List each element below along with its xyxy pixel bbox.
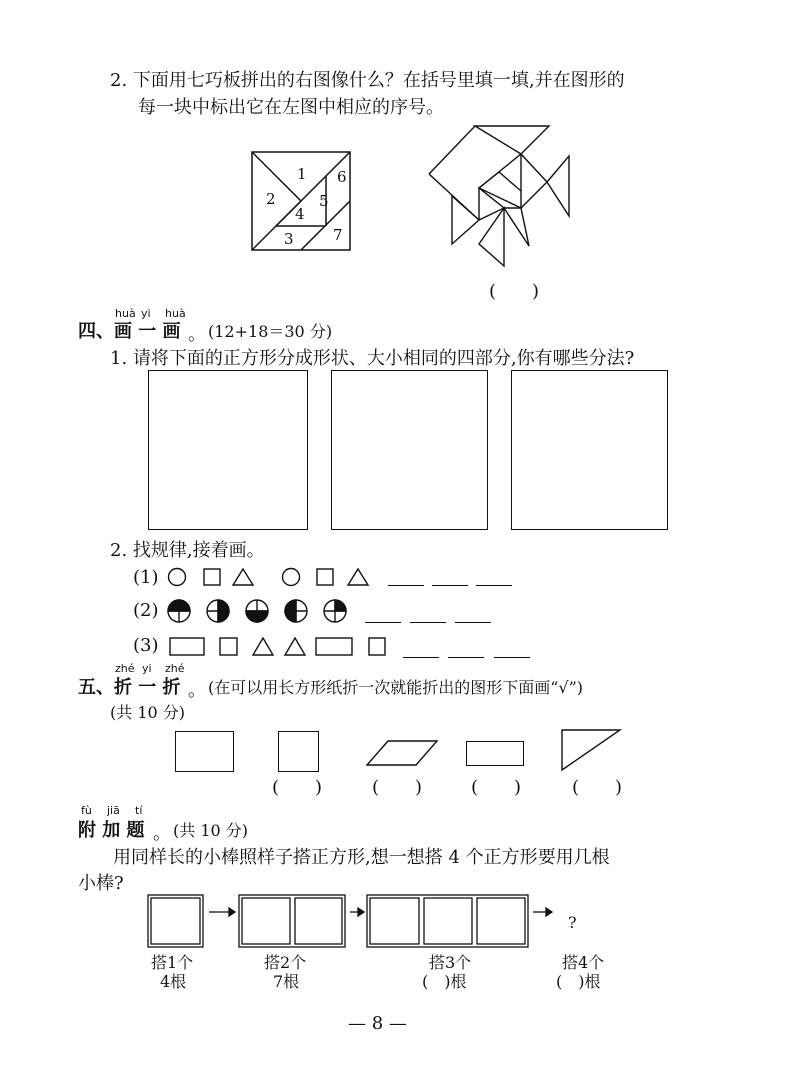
rectangle-shape bbox=[170, 638, 204, 655]
pattern-row3-shapes bbox=[168, 635, 393, 657]
pinyin-jia: jiā bbox=[107, 804, 120, 817]
square-shape bbox=[220, 638, 237, 655]
caption-3-bottom[interactable]: ( )根 bbox=[422, 972, 467, 991]
square-shape bbox=[317, 569, 333, 585]
section-4-heading: 四、画 一 画 bbox=[78, 321, 181, 342]
pinyin-fu: fù bbox=[81, 804, 92, 817]
triangle-shape bbox=[348, 569, 368, 585]
tangram-fish-figure bbox=[429, 126, 569, 271]
square-shape bbox=[204, 569, 220, 585]
quarter-circle-shape bbox=[324, 600, 346, 622]
draw-square-1[interactable] bbox=[148, 370, 308, 530]
fold-shape-rectangle bbox=[175, 731, 234, 772]
circle-shape bbox=[169, 569, 186, 586]
pattern-row2-shapes bbox=[167, 599, 357, 623]
fold-shape-square bbox=[278, 731, 319, 772]
tangram-label-1: 1 bbox=[297, 165, 307, 183]
pinyin-hua-1: huà bbox=[115, 307, 136, 320]
pinyin-hua-2: huà bbox=[165, 307, 186, 320]
pinyin-ti: tí bbox=[135, 804, 143, 817]
tangram-label-6: 6 bbox=[337, 168, 347, 186]
rectangle-shape bbox=[316, 638, 352, 655]
section-5-instruction: (在可以用长方形纸折一次就能折出的图形下面画“√”) bbox=[208, 678, 584, 697]
pattern-row1-shapes bbox=[167, 566, 387, 588]
answer-blank[interactable] bbox=[448, 657, 484, 658]
answer-blank[interactable] bbox=[432, 585, 468, 586]
fold-shape-small-rectangle bbox=[466, 741, 524, 766]
draw-square-2[interactable] bbox=[331, 370, 488, 530]
tangram-label-7: 7 bbox=[333, 226, 343, 244]
section-5-score: (共 10 分) bbox=[110, 703, 186, 722]
fold-shape-right-triangle bbox=[561, 729, 621, 771]
extra-dot: 。 bbox=[153, 823, 171, 844]
square-shape bbox=[369, 638, 385, 655]
tangram-label-4: 4 bbox=[295, 205, 305, 223]
fish-answer-paren[interactable]: ( ) bbox=[489, 281, 540, 302]
tangram-square bbox=[251, 151, 351, 251]
answer-blank[interactable] bbox=[388, 585, 424, 586]
caption-1-bottom: 4根 bbox=[160, 972, 187, 991]
four-squares-question-mark: ? bbox=[568, 913, 577, 932]
pinyin-zhe-1: zhé bbox=[115, 662, 135, 675]
quarter-circle-shape bbox=[246, 600, 268, 622]
fold-answer-paren-1[interactable]: ( ) bbox=[272, 777, 323, 798]
tangram-label-5: 5 bbox=[319, 192, 329, 210]
quarter-circle-shape bbox=[168, 600, 190, 622]
caption-1-top: 搭1个 bbox=[151, 953, 194, 972]
pattern-row2-label: (2) bbox=[133, 600, 159, 621]
caption-4-bottom[interactable]: ( )根 bbox=[556, 972, 601, 991]
answer-blank[interactable] bbox=[476, 585, 512, 586]
answer-blank[interactable] bbox=[410, 622, 446, 623]
extra-score: (共 10 分) bbox=[173, 821, 249, 840]
caption-2-top: 搭2个 bbox=[264, 953, 307, 972]
quarter-circle-shape bbox=[285, 600, 307, 622]
section-4-score: (12+18＝30 分) bbox=[208, 322, 333, 341]
matchstick-squares-figure bbox=[143, 890, 623, 952]
caption-3-top: 搭3个 bbox=[429, 953, 472, 972]
caption-2-bottom: 7根 bbox=[273, 972, 300, 991]
section-4-dot: 。 bbox=[188, 324, 206, 345]
q2-line2: 每一块中标出它在左图中相应的序号。 bbox=[138, 97, 444, 118]
answer-blank[interactable] bbox=[365, 622, 401, 623]
draw-square-3[interactable] bbox=[511, 370, 668, 530]
q2-line1: 2. 下面用七巧板拼出的右图像什么？在括号里填一填,并在图形的 bbox=[110, 70, 625, 91]
triangle-shape bbox=[285, 638, 305, 655]
section-5-heading: 五、折 一 折 bbox=[78, 677, 181, 698]
fold-answer-paren-4[interactable]: ( ) bbox=[572, 777, 623, 798]
tangram-label-2: 2 bbox=[266, 190, 276, 208]
caption-4-top: 搭4个 bbox=[562, 953, 605, 972]
answer-blank[interactable] bbox=[403, 657, 439, 658]
triangle-shape bbox=[253, 638, 273, 655]
answer-blank[interactable] bbox=[455, 622, 491, 623]
s4-q1-text: 1. 请将下面的正方形分成形状、大小相同的四部分,你有哪些分法? bbox=[110, 348, 635, 369]
section-5-dot: 。 bbox=[188, 680, 206, 701]
tangram-label-3: 3 bbox=[284, 230, 294, 248]
triangle-shape bbox=[233, 569, 253, 585]
s4-q2-text: 2. 找规律,接着画。 bbox=[110, 540, 265, 561]
pattern-row3-label: (3) bbox=[133, 635, 159, 656]
pinyin-yi: yi bbox=[142, 662, 152, 675]
extra-line1: 用同样长的小棒照样子搭正方形,想一想搭 4 个正方形要用几根 bbox=[113, 847, 610, 868]
quarter-circle-shape bbox=[207, 600, 229, 622]
answer-blank[interactable] bbox=[494, 657, 530, 658]
fold-answer-paren-2[interactable]: ( ) bbox=[372, 777, 423, 798]
fold-shape-parallelogram bbox=[366, 740, 438, 766]
circle-shape bbox=[283, 569, 300, 586]
pattern-row1-label: (1) bbox=[133, 567, 159, 588]
pinyin-yi: yi bbox=[141, 307, 151, 320]
page-number: — 8 — bbox=[348, 1013, 407, 1034]
pinyin-zhe-2: zhé bbox=[165, 662, 185, 675]
extra-line2: 小棒? bbox=[78, 873, 124, 894]
extra-heading: 附 加 题 bbox=[78, 820, 145, 841]
fold-answer-paren-3[interactable]: ( ) bbox=[471, 777, 522, 798]
